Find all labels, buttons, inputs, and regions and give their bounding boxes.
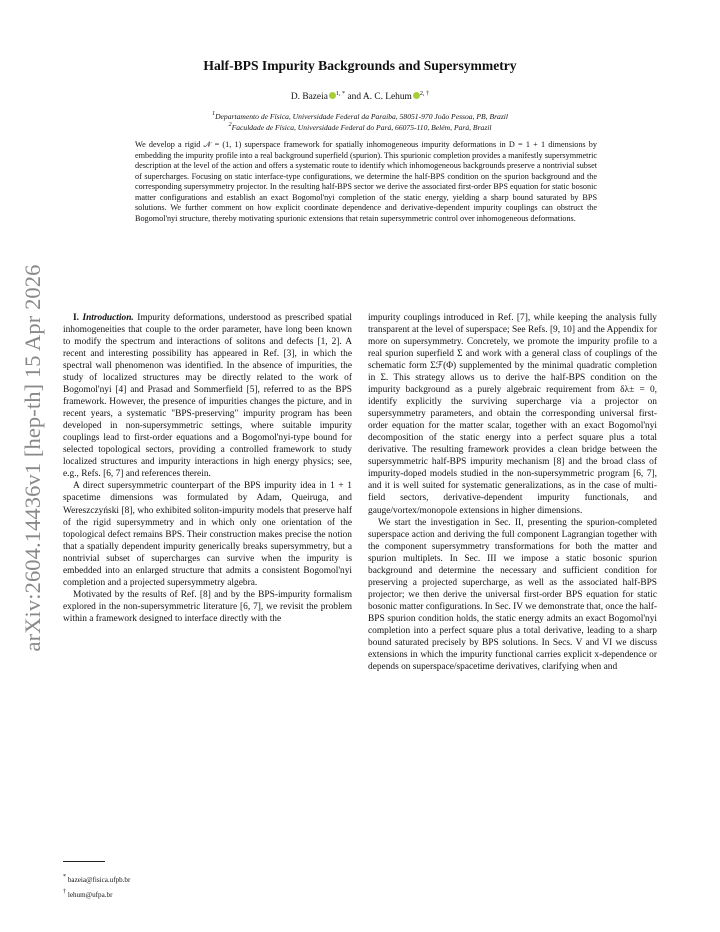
footnotes — [63, 871, 130, 901]
arxiv-stamp — [19, 258, 47, 658]
paragraph: We start the investigation in Sec. II, presenting the spurion-completed superspace action and deriving the full component Lagrangian together with the component supersymmetry transformations for both the matter and spurion multiplets. In Sec. III we impose a static bosonic spurion background and determine the necessary and sufficient condition for preserving a projected supercharge, as well as the associated half-BPS projector; we then derive the universal first-order BPS equation for static bosonic matter configurations. In Sec. IV we demonstrate that, once the half-BPS spurion condition holds, the static energy admits an exact Bogomol'nyi completion into a perfect square plus a total derivative, leading to a sharp bound saturated precisely by BPS solutions. In Secs. V and VI we discuss extensions in which the impurity functional carries explicit x-dependence or depends on superspace/spacetime derivatives, clarifying when and — [368, 517, 657, 672]
orcid-icon[interactable] — [413, 92, 420, 99]
footnote-rule — [63, 861, 105, 862]
section-heading — [73, 313, 134, 323]
author-name: A. C. Lehum — [362, 92, 412, 102]
affiliation-mark: 2 — [228, 121, 232, 128]
paragraph: A direct supersymmetric counterpart of the BPS impurity idea in 1 + 1 spacetime dimensions was formulated by Adam, Queiruga, and Wereszczyński [8], who exhibited soliton-impurity models that preserve half of the rigid supersymmetry and in which only one orientation of the topological defect remains BPS. Their construction makes precise the notion that a spatially dependent impurity generically breaks supersymmetry, but a nontrivial subset of supercharges can survive when the impurity is embedded into an enlarged structure that admits a consistent Bogomol'nyi completion and a projected supersymmetry algebra. — [63, 481, 352, 588]
section-number: I. — [73, 313, 79, 323]
body-column-left — [63, 312, 352, 625]
footnote-email[interactable]: bazeia@fisica.ufpb.br — [67, 876, 131, 884]
author-conjunction: and — [347, 92, 362, 102]
footnote-email[interactable]: lehum@ufpa.br — [67, 891, 113, 899]
footnote-mark: † — [63, 888, 67, 895]
author-mark: 2, † — [419, 90, 430, 97]
affiliation-text: Faculdade de Física, Universidade Federal do Pará, 66075-110, Belém, Pará, Brazil — [231, 123, 492, 132]
arxiv-identifier[interactable]: arXiv:2604.14436v1 [hep-th] 15 Apr 2026 — [20, 264, 45, 652]
affiliation-text: Departamento de Física, Universidade Federal da Paraíba, 58051-970 João Pessoa, PB, Brazil — [215, 112, 509, 121]
footnote — [63, 871, 130, 886]
orcid-icon[interactable] — [329, 92, 336, 99]
paper-title: Half-BPS Impurity Backgrounds and Supersymmetry — [203, 58, 517, 73]
section-title: Introduction. — [82, 313, 134, 323]
affiliation — [0, 110, 720, 121]
paragraph-text: Impurity deformations, understood as prescribed spatial inhomogeneities that couple to the order parameter, have long been known to modify the spectrum and interactions of solitons and defects [1, 2]. A recent and interesting possibility has appeared in Ref. [3], in which the spectral wall phenomenon was identified. In the absence of impurities, the study of localized structures may be directly related to the work of Bogomol'nyi [4] and Prasad and Sommerfield [5], referred to as the BPS framework. However, the presence of impurities changes the picture, and in recent years, a systematic "BPS-preserving" impurity program has been developed in non-supersymmetric settings, where suitable impurity couplings lead to first-order equations and a Bogomol'nyi-type bound for selected topological sectors, providing a controlled framework to study localized structures and impurity interactions in high energy physics; see, e.g., Refs. [6, 7] and references therein. — [63, 313, 352, 480]
abstract: We develop a rigid 𝒩 = (1, 1) superspace framework for spatially inhomogeneous impurity deformations in D = 1 + 1 dimensions by embedding the impurity profile into a real background superfield (spurion). This spurionic completion provides a manifestly supersymmetric description at the level of the action and offers a systematic route to identify which inhomogeneous backgrounds preserve a nontrivial subset of supercharges. Focusing on static interface-type configurations, we determine the half-BPS condition on the spurion background and the corresponding supersymmetry projector. In the resulting half-BPS sector we derive the associated first-order BPS equation for static bosonic matter configurations and establish an exact Bogomol'nyi completion of the static energy, yielding a sharp bound saturated by BPS solutions. We further comment on how explicit coordinate dependence and derivative-dependent impurity couplings can obstruct the Bogomol'nyi structure, thereby motivating spurionic extensions that retain supersymmetric control over inhomogeneous deformations. — [135, 140, 597, 223]
affiliation — [0, 121, 720, 132]
footnote-mark: * — [63, 873, 67, 880]
paragraph: Motivated by the results of Ref. [8] and by the BPS-impurity formalism explored in the non-supersymmetric literature [6, 7], we revisit the problem within a framework designed to interface directly with the — [63, 589, 352, 624]
body-column-right — [368, 312, 657, 673]
author-mark: 1, * — [335, 90, 346, 97]
footnote — [63, 886, 130, 901]
paragraph — [63, 312, 352, 480]
author-list — [0, 90, 720, 102]
paragraph: impurity couplings introduced in Ref. [7], while keeping the analysis fully transparent at the level of superspace; See Refs. [9, 10] and the Appendix for more on supersymmetry. Concretely, we promote the impurity profile to a real spurion superfield Σ and work with a general class of couplings of the schematic form Σℱ(Φ) supplemented by the minimal quadratic completion in Σ. This strategy allows us to derive the half-BPS condition on the impurity background as a purely algebraic requirement from δλ± = 0, identify explicitly the surviving supercharge via a projector on supersymmetry parameters, and obtain the corresponding universal first-order equation for the matter scalar, together with an exact Bogomol'nyi decomposition of the static energy into a perfect square plus a total derivative. The resulting framework provides a clean bridge between the supersymmetric half-BPS impurity mechanism [8] and the broad class of impurity-doped models studied in the non-supersymmetric program [6, 7], and it is well suited for systematic generalizations, as in the case of multi-field sectors, derivative-dependent impurity functionals, and gauge/vortex/monopole extensions in higher dimensions. — [368, 313, 657, 516]
author-name: D. Bazeia — [290, 92, 328, 102]
affiliation-mark: 1 — [211, 110, 216, 117]
